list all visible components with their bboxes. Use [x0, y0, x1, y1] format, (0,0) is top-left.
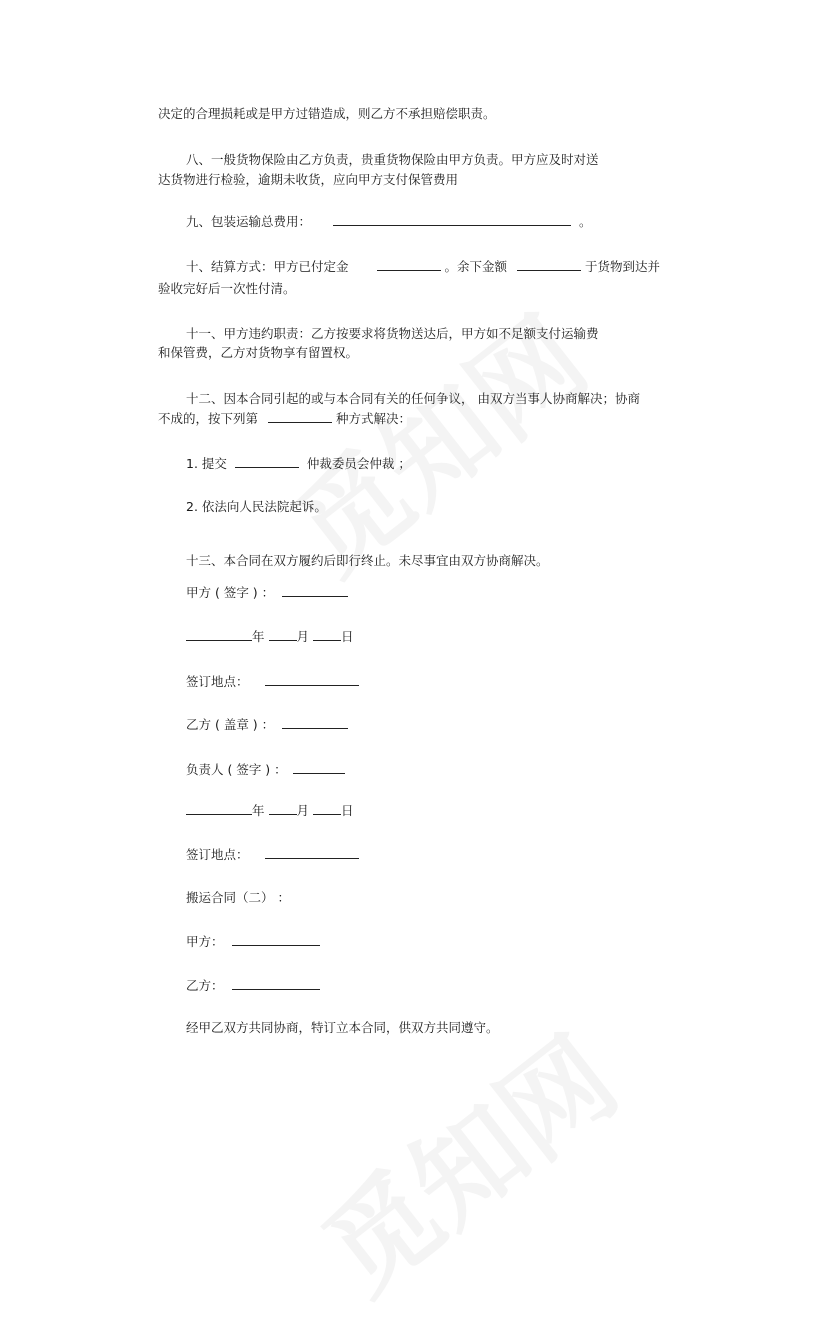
- contract-2-party-b-blank: [232, 977, 320, 990]
- deposit-blank: [377, 258, 441, 271]
- party-b-seal-label: 乙方 ( 盖章 ) ：: [186, 717, 275, 732]
- month-blank-2: [269, 802, 297, 815]
- month-label-2: 月: [296, 803, 310, 818]
- method-number-blank: [268, 410, 332, 423]
- sign-place-label-2: 签订地点：: [186, 847, 249, 862]
- party-b-seal-blank: [282, 716, 348, 729]
- para-13: 十三、本合同在双方履约后即行终止。未尽事宜由双方协商解决。: [186, 553, 549, 568]
- day-blank-1: [313, 628, 341, 641]
- sign-place-2: [186, 846, 359, 863]
- responsible-person-blank: [293, 761, 345, 774]
- day-label-2: 日: [341, 803, 354, 818]
- para-11-line2: 和保管费，乙方对货物享有留置权。: [158, 345, 359, 360]
- closing-statement: 经甲乙双方共同协商，特订立本合同，供双方共同遵守。: [186, 1020, 499, 1035]
- para-9-end: 。: [578, 214, 592, 229]
- para-9: [186, 213, 592, 230]
- party-a-signature-blank: [282, 584, 348, 597]
- para-0: 决定的合理损耗或是甲方过错造成，则乙方不承担赔偿职责。: [158, 106, 496, 121]
- para-12-start: 不成的，按下列第: [158, 411, 259, 426]
- year-blank-1: [186, 628, 252, 641]
- year-label-2: 年: [252, 803, 265, 818]
- day-label-1: 日: [341, 629, 354, 644]
- year-blank-2: [186, 802, 252, 815]
- option-2: 2. 依法向人民法院起诉。: [186, 499, 327, 514]
- contract-2-party-b-label: 乙方：: [186, 978, 224, 993]
- para-10-label: 十、结算方式：甲方已付定金: [186, 259, 349, 274]
- para-8-line1: 八、一般货物保险由乙方负责，贵重货物保险由甲方负责。甲方应及时对送: [186, 152, 599, 167]
- para-10-line1: [186, 258, 660, 275]
- contract-2-party-a: [186, 933, 320, 950]
- responsible-person: [186, 761, 345, 778]
- party-b-seal: [186, 716, 348, 733]
- para-9-label: 九、包装运输总费用：: [186, 214, 312, 229]
- para-12-line1: 十二、因本合同引起的或与本合同有关的任何争议， 由双方当事人协商解决；协商: [186, 391, 640, 406]
- sign-place-blank-1: [265, 673, 359, 686]
- party-a-signature: [186, 584, 348, 601]
- sign-place-blank-2: [265, 846, 359, 859]
- balance-blank: [517, 258, 581, 271]
- para-12-line2: [158, 410, 411, 427]
- option-1: [186, 455, 411, 472]
- contract-2-party-a-blank: [232, 933, 320, 946]
- arbitration-blank: [235, 455, 299, 468]
- month-blank-1: [269, 628, 297, 641]
- para-8-line2: 达货物进行检验，逾期未收货，应向甲方支付保管费用: [158, 172, 459, 187]
- option-1-start: 1. 提交: [186, 456, 227, 471]
- option-1-end: 仲裁委员会仲裁 ；: [306, 456, 411, 471]
- watermark-text-lower: [286, 995, 643, 1323]
- date-line-1: [186, 628, 354, 645]
- para-10-line2: 验收完好后一次性付清。: [158, 281, 296, 296]
- total-fee-blank: [333, 213, 571, 226]
- contract-2-party-b: [186, 977, 320, 994]
- contract-2-party-a-label: 甲方：: [186, 934, 224, 949]
- year-label-1: 年: [252, 629, 265, 644]
- para-10-tail: 于货物到达并: [584, 259, 660, 274]
- para-11-line1: 十一、甲方违约职责：乙方按要求将货物送达后，甲方如不足额支付运输费: [186, 326, 599, 341]
- sign-place-1: [186, 673, 359, 690]
- month-label-1: 月: [296, 629, 310, 644]
- para-12-end: 种方式解决：: [335, 411, 411, 426]
- party-a-signature-label: 甲方 ( 签字 ) ：: [186, 585, 275, 600]
- para-10-remainder: 。余下金额: [444, 259, 507, 274]
- responsible-person-label: 负责人 ( 签字 ) ：: [186, 762, 287, 777]
- day-blank-2: [313, 802, 341, 815]
- contract-2-title: 搬运合同（二） ：: [186, 890, 290, 905]
- sign-place-label-1: 签订地点：: [186, 674, 249, 689]
- date-line-2: [186, 802, 354, 819]
